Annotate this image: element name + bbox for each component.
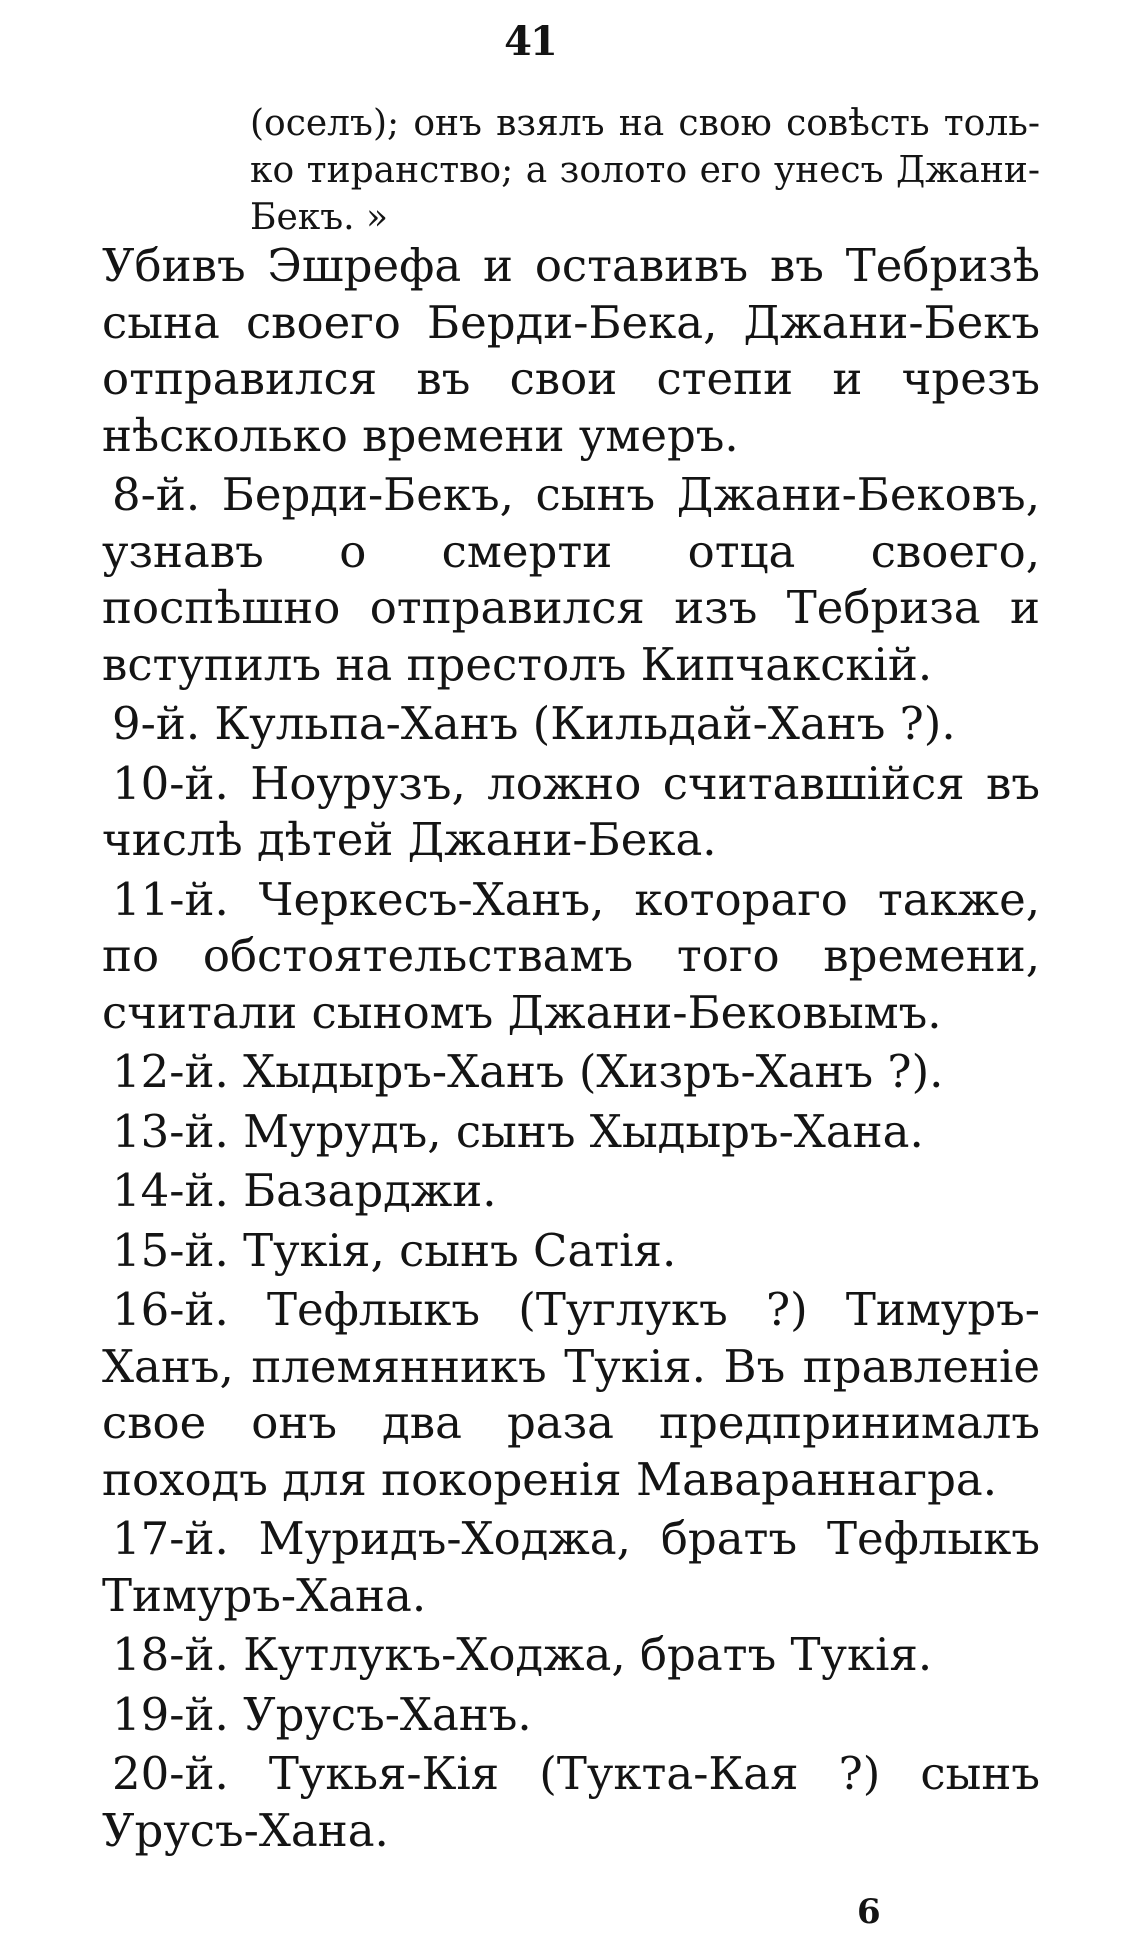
entry-14: 14-й. Базарджи. — [112, 1164, 497, 1217]
entry-10: 10-й. Ноурузъ, ложно считавшійся въ числѣ дѣтей Джани-Бека. — [102, 756, 1040, 866]
entry-20: 20-й. Тукья-Кія (Тукта-Кая ?) сынъ Урусъ-Хана. — [102, 1747, 1040, 1857]
quote-text: (оселъ); онъ взялъ на свою совѣсть толь-ко тиранство; а золото его унесъ Джани-Бекъ. » — [250, 103, 1040, 238]
paragraph-intro: Убивъ Эшрефа и оставивъ въ Тебризѣ сына своего Берди-Бека, Джани-Бекъ отправился въ свои степи и чрезъ нѣсколько времени умеръ. — [102, 239, 1040, 462]
entry-16: 16-й. Тефлыкъ (Туглукъ ?) Тимуръ-Ханъ, племянникъ Тукія. Въ правленіе свое онъ два раза предпринималъ походъ для покоренія Мавараннагра. — [102, 1283, 1040, 1506]
entry-11: 11-й. Черкесъ-Ханъ, котораго также, по обстоятельствамъ того времени, считали сыномъ Джани-Бековымъ. — [102, 872, 1040, 1039]
entry-18: 18-й. Кутлукъ-Ходжа, братъ Тукія. — [112, 1628, 933, 1681]
entry-17: 17-й. Муридъ-Ходжа, братъ Тефлыкъ Тимуръ-Хана. — [102, 1512, 1040, 1622]
entry-12: 12-й. Хыдыръ-Ханъ (Хизръ-Ханъ ?). — [112, 1045, 944, 1098]
page-number: 41 — [504, 18, 556, 65]
entry-13: 13-й. Мурудъ, сынъ Хыдыръ-Хана. — [112, 1104, 924, 1158]
entry-19: 19-й. Урусъ-Ханъ. — [112, 1687, 532, 1741]
entry-8: 8-й. Берди-Бекъ, сынъ Джани-Бековъ, узнавъ о смерти отца своего, поспѣшно отправился изъ Тебриза и вступилъ на престолъ Кипчакскій. — [102, 468, 1040, 691]
signature-mark: 6 — [857, 1892, 881, 1932]
main-text — [102, 238, 1040, 1861]
entry-9: 9-й. Кульпа-Ханъ (Кильдай-Ханъ ?). — [112, 697, 956, 750]
quote-block — [250, 100, 1040, 241]
entry-15: 15-й. Тукія, сынъ Сатія. — [112, 1223, 677, 1277]
